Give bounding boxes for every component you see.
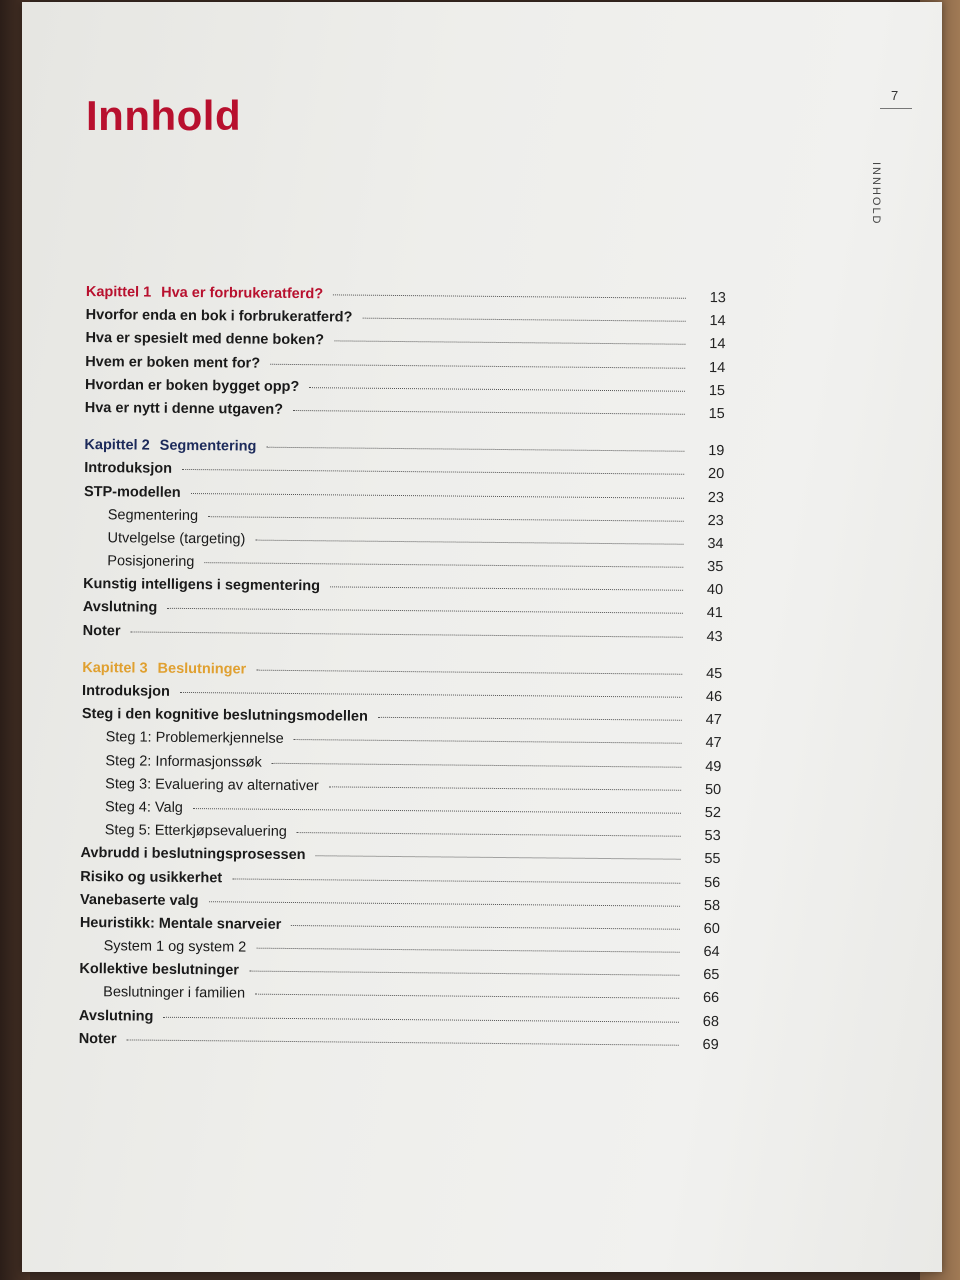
dot-leader — [256, 948, 679, 953]
chapter-section — [85, 284, 726, 429]
toc-entry[interactable] — [79, 1031, 719, 1060]
toc-entry-label: Kollektive beslutninger — [79, 961, 240, 979]
dot-leader — [256, 669, 682, 674]
toc-entry-label: Heuristikk: Mentale snarveier — [79, 914, 282, 933]
dot-leader — [232, 878, 680, 883]
toc-entry-label: Introduksjon — [82, 682, 170, 700]
dot-leader — [291, 925, 680, 930]
toc-entry-label: Avbrudd i beslutningsprosessen — [80, 845, 306, 864]
toc-page-number: 56 — [704, 874, 721, 891]
dot-leader — [270, 363, 685, 368]
dot-leader — [334, 341, 685, 345]
toc-page-number: 52 — [704, 804, 722, 822]
chapter-number: Kapittel 2 — [84, 437, 150, 454]
toc-page-number: 20 — [707, 466, 725, 483]
dot-leader — [167, 608, 683, 614]
toc-entry-label: Avslutning — [78, 1007, 154, 1025]
dot-leader — [208, 516, 684, 522]
toc-page-number: 64 — [703, 944, 720, 961]
toc-entry-label: Steg i den kognitive beslutningsmodellen — [81, 706, 368, 725]
toc-page-number: 14 — [709, 336, 726, 353]
page-number: 7 — [891, 88, 899, 103]
toc-page-number: 53 — [704, 828, 721, 845]
dot-leader — [163, 1016, 679, 1022]
toc-entry-label: Kunstig intelligens i segmentering — [83, 576, 321, 595]
toc-page-number: 50 — [704, 781, 722, 798]
chapter-number: Kapittel 3 — [82, 659, 148, 677]
toc-page-number: 69 — [702, 1036, 719, 1053]
toc-page-number: 14 — [709, 313, 726, 330]
toc-page-number: 66 — [702, 990, 720, 1007]
dot-leader — [204, 562, 683, 568]
toc-page-number: 46 — [705, 688, 723, 706]
dot-leader — [316, 856, 681, 861]
toc-page-number: 34 — [707, 535, 724, 553]
toc-entry-label: Hva er spesielt med denne boken? — [85, 330, 325, 349]
toc-page-number: 40 — [706, 582, 724, 599]
dot-leader — [182, 469, 684, 475]
toc-entry-label: Introduksjon — [84, 460, 173, 478]
dot-leader — [131, 631, 683, 637]
toc-page-number: 43 — [706, 628, 723, 645]
dot-leader — [333, 294, 686, 298]
chapter-title: Hva er forbrukeratferd? — [161, 284, 324, 303]
toc-page-number: 15 — [708, 382, 726, 399]
toc-page-number: 41 — [706, 605, 723, 622]
toc-entry-label: Vanebaserte valg — [80, 891, 199, 909]
toc-entry[interactable] — [85, 400, 725, 429]
toc-entry-label: Avslutning — [82, 599, 158, 617]
book-page — [22, 2, 942, 1272]
toc-page-number: 15 — [708, 405, 725, 423]
dot-leader — [209, 901, 680, 907]
chapter-number: Kapittel 1 — [85, 284, 152, 301]
toc-page-number: 47 — [705, 712, 722, 729]
chapter-page-number: 19 — [708, 443, 725, 460]
toc-page-number: 49 — [705, 758, 722, 775]
toc-entry-label: Utvelgelse (targeting) — [107, 530, 246, 548]
dot-leader — [180, 692, 682, 698]
dot-leader — [272, 762, 682, 767]
toc-page-number: 60 — [703, 920, 720, 937]
toc-entry-label: Steg 3: Evaluering av alternativer — [105, 775, 319, 795]
running-head-rule — [880, 108, 912, 109]
toc-page-number: 47 — [705, 735, 722, 752]
table-of-contents — [78, 284, 725, 1074]
dot-leader — [191, 493, 684, 499]
toc-page-number: 35 — [707, 559, 724, 576]
toc-page-number: 68 — [702, 1013, 720, 1030]
toc-page-number: 65 — [703, 967, 720, 984]
dot-leader — [294, 739, 682, 744]
dot-leader — [329, 786, 681, 790]
page-title: Innhold — [86, 92, 242, 139]
toc-entry-label: Steg 5: Etterkjøpsevaluering — [104, 822, 287, 841]
dot-leader — [293, 410, 685, 415]
toc-entry-label: Noter — [82, 622, 121, 639]
chapter-title: Segmentering — [159, 437, 257, 455]
dot-leader — [330, 587, 683, 591]
dot-leader — [378, 717, 682, 721]
chapter-section — [79, 660, 723, 1060]
chapter-page-number: 13 — [709, 289, 726, 307]
dot-leader — [127, 1039, 679, 1045]
toc-entry-label: Noter — [78, 1030, 117, 1048]
toc-entry-label: Hvem er boken ment for? — [85, 353, 261, 372]
toc-page-number: 23 — [707, 512, 724, 529]
toc-entry-label: System 1 og system 2 — [103, 938, 247, 956]
toc-entry-label: Segmentering — [107, 506, 199, 524]
toc-entry-label: STP-modellen — [83, 483, 181, 501]
toc-entry-label: Steg 4: Valg — [104, 799, 183, 816]
toc-entry-label: Steg 2: Informasjonssøk — [105, 752, 262, 771]
dot-leader — [297, 832, 681, 837]
toc-entry-label: Beslutninger i familien — [103, 984, 246, 1002]
dot-leader — [255, 540, 683, 545]
dot-leader — [255, 994, 679, 999]
dot-leader — [309, 387, 685, 392]
dot-leader — [362, 318, 685, 322]
toc-page-number: 14 — [709, 359, 726, 376]
dot-leader — [193, 808, 681, 814]
toc-page-number: 58 — [703, 897, 721, 914]
chapter-page-number: 45 — [706, 665, 723, 682]
toc-page-number: 55 — [704, 851, 721, 868]
toc-entry-label: Steg 1: Problemerkjennelse — [105, 729, 284, 748]
running-head: INNHOLD — [870, 162, 882, 226]
dot-leader — [249, 971, 679, 976]
chapter-title: Beslutninger — [157, 660, 247, 678]
toc-page-number: 23 — [707, 489, 725, 506]
toc-entry-label: Hva er nytt i denne utgaven? — [84, 399, 284, 418]
toc-entry-label: Posisjonering — [107, 553, 195, 571]
toc-entry[interactable] — [83, 623, 723, 652]
toc-entry-label: Risiko og usikkerhet — [80, 868, 223, 886]
toc-entry-label: Hvordan er boken bygget opp? — [84, 376, 300, 395]
dot-leader — [266, 447, 684, 452]
chapter-section — [83, 437, 725, 652]
toc-entry-label: Hvorfor enda en bok i forbrukeratferd? — [85, 307, 353, 326]
